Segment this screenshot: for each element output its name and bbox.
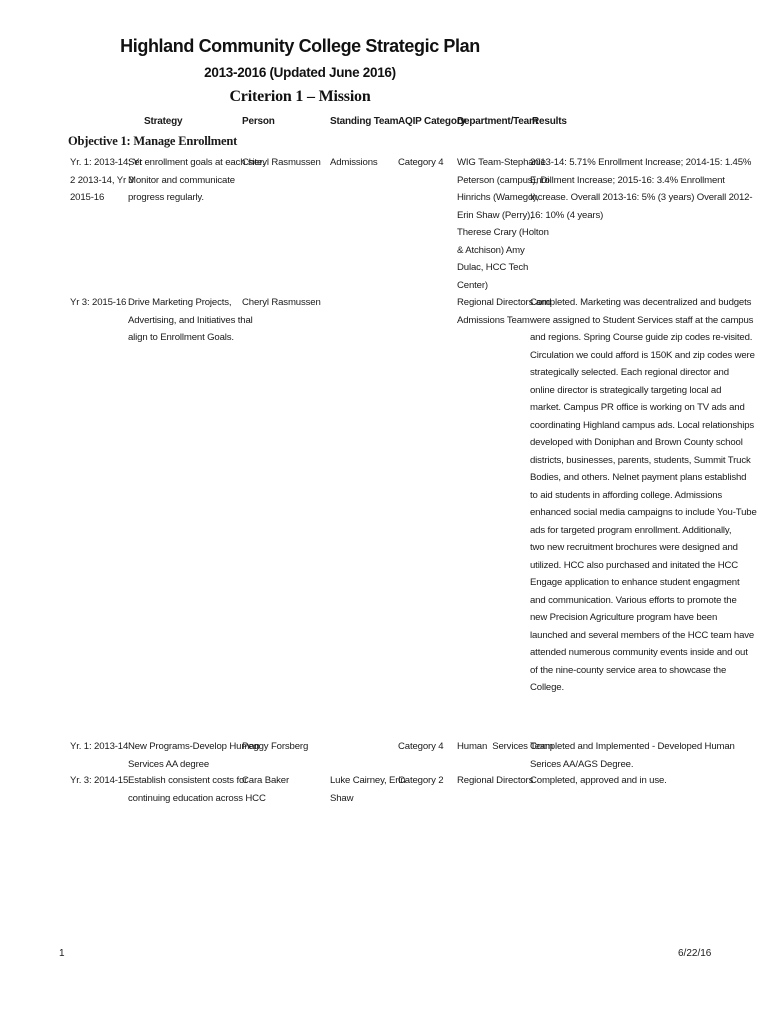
row-aqip-category: Category 4 — [398, 741, 444, 752]
column-header-person: Person — [242, 116, 275, 127]
page-date: 6/22/16 — [678, 948, 712, 959]
row-department-team: Regional Directors and Admissions Team — [457, 297, 552, 326]
row-results: Completed. Marketing was decentralized and budgets were assigned to Student Services staff at the campus and regions. Spring Course guide zip codes re-visited. Circulation we could afford is 150K and zip codes were strategically selected. Each regional director and online director is strategically targeting local ad market. Campus PR office is working on TV ads and coordinating Highland campus ads. Local relationships developed with Doniphan and Brown County school districts, businesses, parents, students, Summit Truck Bodies, and others. Nelnet payment plans establishd to aid students in affording college. Admissions enhanced social media campaigns to include You-Tube ads for targeted program enrollment. Additionally, two new recruitment brochures were designed and utilized. HCC also purchased and initated the HCC Engage application to enhance student engagment and communication. Various efforts to promote the new Precision Agriculture program have been launched and several members of the HCC team have attended numerous community events inside and out of the nine-county service area to showcase the College. — [530, 297, 757, 693]
row-results: Completed, approved and in use. — [530, 775, 667, 786]
row-strategy: Drive Marketing Projects, Advertising, and Initiatives thal align to Enrollment Goals. — [128, 297, 253, 343]
row-strategy: Set enrollment goals at each site. Monitor and communicate progress regularly. — [128, 157, 265, 203]
column-header-aqip-category: AQIP Category — [398, 116, 466, 127]
row-year: Yr. 1: 2013-14; Yr 2 2013-14, Yr 3 2015-16 — [70, 157, 143, 203]
row-results: Completed and Implemented - Developed Human Serices AA/AGS Degree. — [530, 741, 735, 770]
document-title: Highland Community College Strategic Plan — [120, 36, 480, 56]
objective-heading: Objective 1: Manage Enrollment — [68, 134, 238, 148]
column-header-results: Results — [532, 116, 567, 127]
row-department-team: Regional Directors — [457, 775, 534, 786]
row-standing-team: Admissions — [330, 157, 378, 168]
criterion-heading: Criterion 1 – Mission — [229, 88, 371, 105]
row-aqip-category: Category 4 — [398, 157, 444, 168]
row-person: Cheryl Rasmussen — [242, 297, 321, 308]
row-aqip-category: Category 2 — [398, 775, 444, 786]
page-number: 1 — [59, 948, 65, 959]
row-person: Cheryl Rasmussen — [242, 157, 321, 168]
row-person: Peggy Forsberg — [242, 741, 309, 752]
column-header-standing-team: Standing Team — [330, 116, 399, 127]
row-results: 2013-14: 5.71% Enrollment Increase; 2014-15: 1.45% Enrollment Increase; 2015-16: 3.4% Enrollment Increase. Overall 2013-16: 5% (3 years) Overall 2012- 16: 10% (4 years) — [530, 157, 753, 221]
row-strategy: Establish consistent costs for continuing education across HCC — [128, 775, 266, 804]
row-department-team: WIG Team-Stephanie Peterson (campus), Di Hinrichs (Wamego), Erin Shaw (Perry), Therese Crary (Holton & Atchison) Amy Dulac, HCC Tech Center) — [457, 157, 550, 291]
document-subtitle: 2013-2016 (Updated June 2016) — [204, 65, 396, 80]
row-department-team: Human Services Team — [457, 741, 553, 752]
row-year: Yr. 1: 2013-14 — [70, 741, 129, 752]
column-header-department-team: Department/Team — [457, 116, 538, 127]
row-standing-team: Luke Cairney, Erin Shaw — [330, 775, 406, 804]
row-year: Yr 3: 2015-16 — [70, 297, 127, 308]
row-year: Yr. 3: 2014-15 — [70, 775, 129, 786]
row-person: Cara Baker — [242, 775, 290, 786]
column-header-strategy: Strategy — [144, 116, 183, 127]
row-strategy: New Programs-Develop Human Services AA degree — [128, 741, 260, 770]
